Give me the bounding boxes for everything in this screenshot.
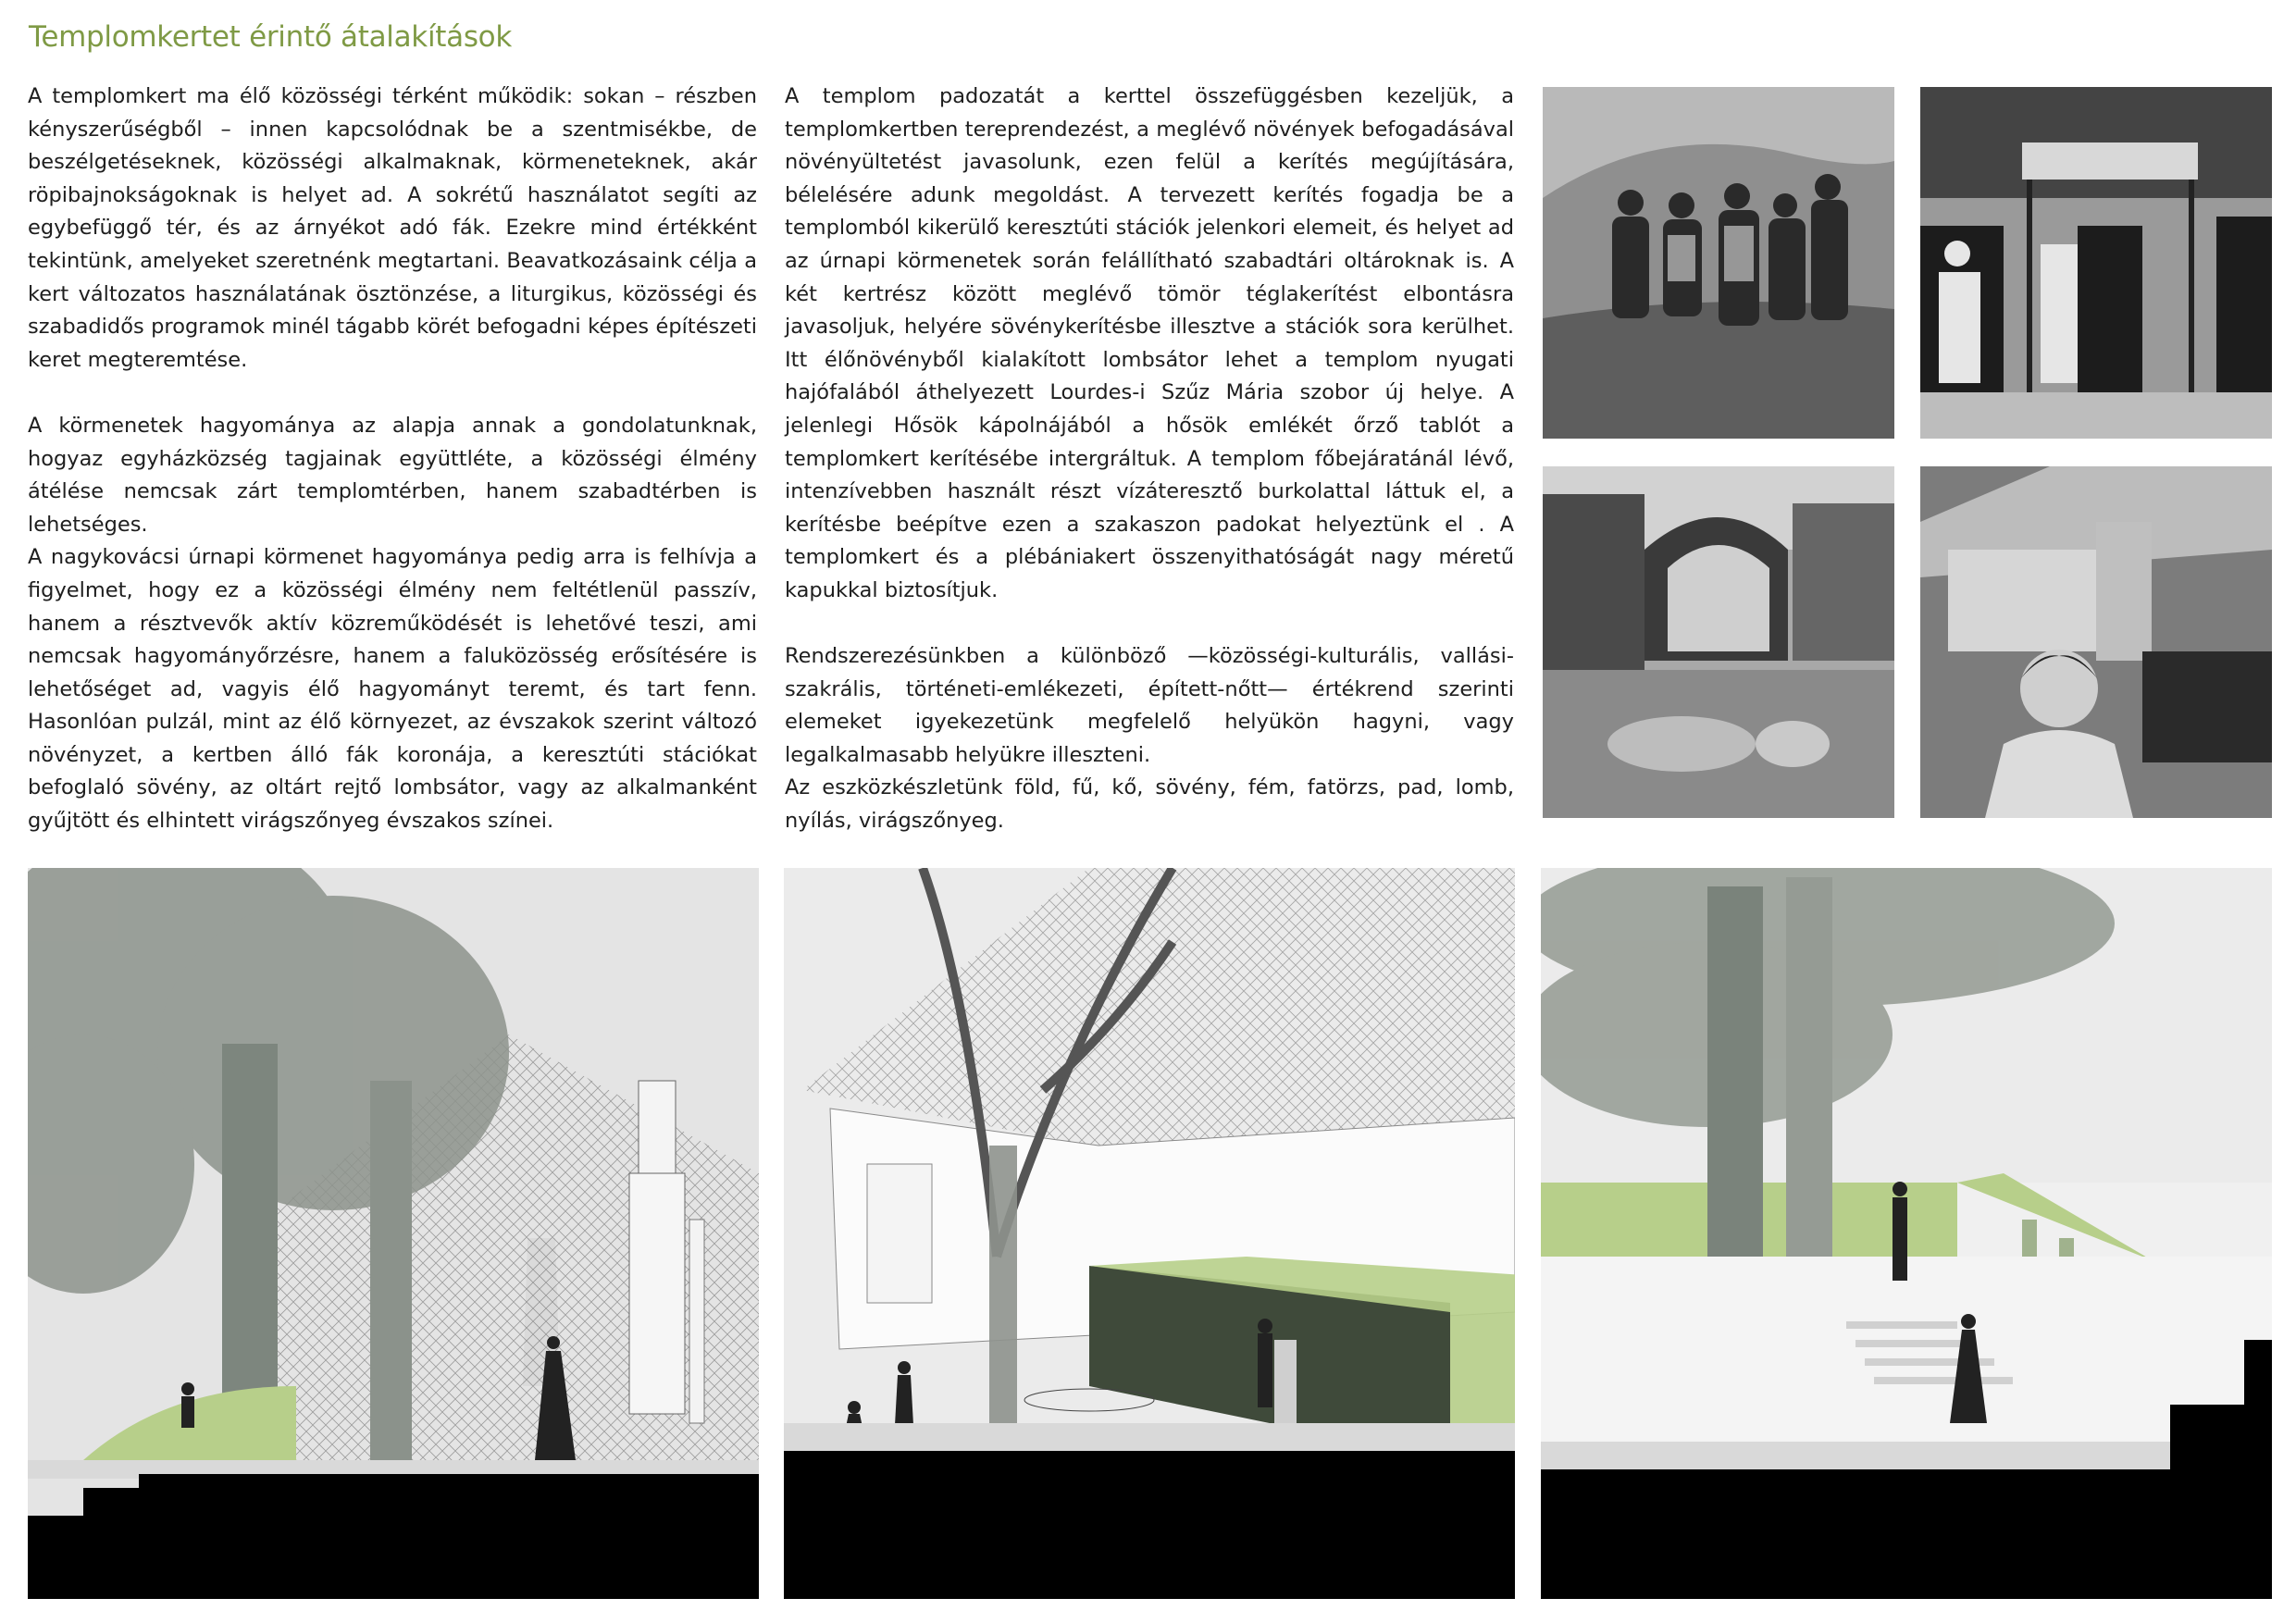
section-illustration <box>784 868 1515 1599</box>
page-title: Templomkertet érintő átalakítások <box>29 20 512 54</box>
section-drawing-church-hedge <box>784 868 1515 1599</box>
section-illustration <box>28 868 759 1599</box>
paragraph: A körmenetek hagyománya az alapja annak a gondolatunknak, hogyaz egyházközség tagjainak együttléte, a közösségi élmény átélése nemcsak zárt templomtérben, hanem szabadtérben is lehetséges. <box>28 413 757 537</box>
section-illustration <box>1541 868 2272 1599</box>
photo-illustration <box>1543 466 1894 818</box>
section-drawing-garden-path <box>1541 868 2272 1599</box>
section-drawing-bench-cross <box>28 868 759 1599</box>
paragraph: A templom padozatát a kerttel összefüggésben kezeljük, a templomkertben tereprendezést, a meglévő növények befogadásával növényültetést javasolunk, ezen felül a kerítés megújítására, bélelésére adunk megoldást. A tervezett kerítés fogadja be a templomból kikerülő keresztúti stációk jelenkori elemeit, és helyet ad az úrnapi körmenetek során felállítható szabadtári oltároknak is. A két kertrész között meglévő tömör téglakerítést elbontásra javasoljuk, helyére sövénykerítésbe illesztve a stációk sora kerülhet. Itt élőnövényből kialakított lombsátor lehet a templom nyugati hajófalából áthelyezett Lourdes-i Szűz Mária szobor új helye. A jelenlegi Hősök kápolnájából a hősök emlékét őrző tablót a templomkert kerítésébe intergráltuk. A templom főbejáratánál lévő, intenzívebben használt részt vízáteresztő burkolattal láttuk el, a kerítésbe beépítve ezen a szakaszon padokat helyeztünk el . A templomkert és a plébániakert összenyithatóságát nagy méretű kapukkal biztosítjuk. <box>785 84 1514 602</box>
photo-illustration <box>1920 87 2272 439</box>
paragraph: Rendszerezésünkben a különböző —közösségi-kulturális, vallási-szakrális, történeti-emlékezeti, épített-nőtt— értékrend szerinti elemeket igyekezetünk megfelelő helyükön hagyni, vagy legalkalmasabb helyükre illeszteni. <box>785 644 1514 767</box>
paragraph: Az eszközkészletünk föld, fű, kő, sövény, fém, fatörzs, pad, lomb, nyílás, virágszőnyeg. <box>785 775 1514 834</box>
photo-illustration <box>1543 87 1894 439</box>
text-column-1 <box>28 81 757 838</box>
historic-photo-group-of-friends <box>1543 87 1894 439</box>
photo-illustration <box>1920 466 2272 818</box>
historic-photo-girl-portrait <box>1920 466 2272 818</box>
text-column-2 <box>785 81 1514 838</box>
historic-photo-flower-altar <box>1543 466 1894 818</box>
paragraph: A templomkert ma élő közösségi térként működik: sokan – részben kényszerűségből – innen kapcsolódnak be a szentmisékbe, de beszélgetéseknek, közösségi alkalmaknak, körmeneteknek, akár röpibajnokságoknak is helyet ad. A sokrétű használatot segíti az egybefüggő tér, és az árnyékot adó fák. Ezekre mind értékként tekintünk, amelyeket szeretnénk megtartani. Beavatkozásaink célja a kert változatos használatának ösztönzése, a liturgikus, közösségi és szabadidős programok minél tágabb körét befogadni képes építészeti keret megteremtése. <box>28 84 757 372</box>
paragraph: A nagykovácsi úrnapi körmenet hagyománya pedig arra is felhívja a figyelmet, hogy ez a közösségi élmény nem feltétlenül passzív, hanem a résztvevők aktív közreműködését is lehetővé teszi, ami nemcsak hagyományőrzésre, hanem a faluközösség erősítésére is lehetőséget ad, vagyis élő hagyományt teremt, és tart fenn. Hasonlóan pulzál, mint az élő környezet, az évszakok szerint változó növényzet, a kertben álló fák koronája, a keresztúti stációkat befoglaló sövény, az oltárt rejtő lombsátor, vagy az alkalmanként gyűjtött és elhintett virágszőnyeg évszakos színei. <box>28 545 757 834</box>
historic-photo-procession-canopy <box>1920 87 2272 439</box>
